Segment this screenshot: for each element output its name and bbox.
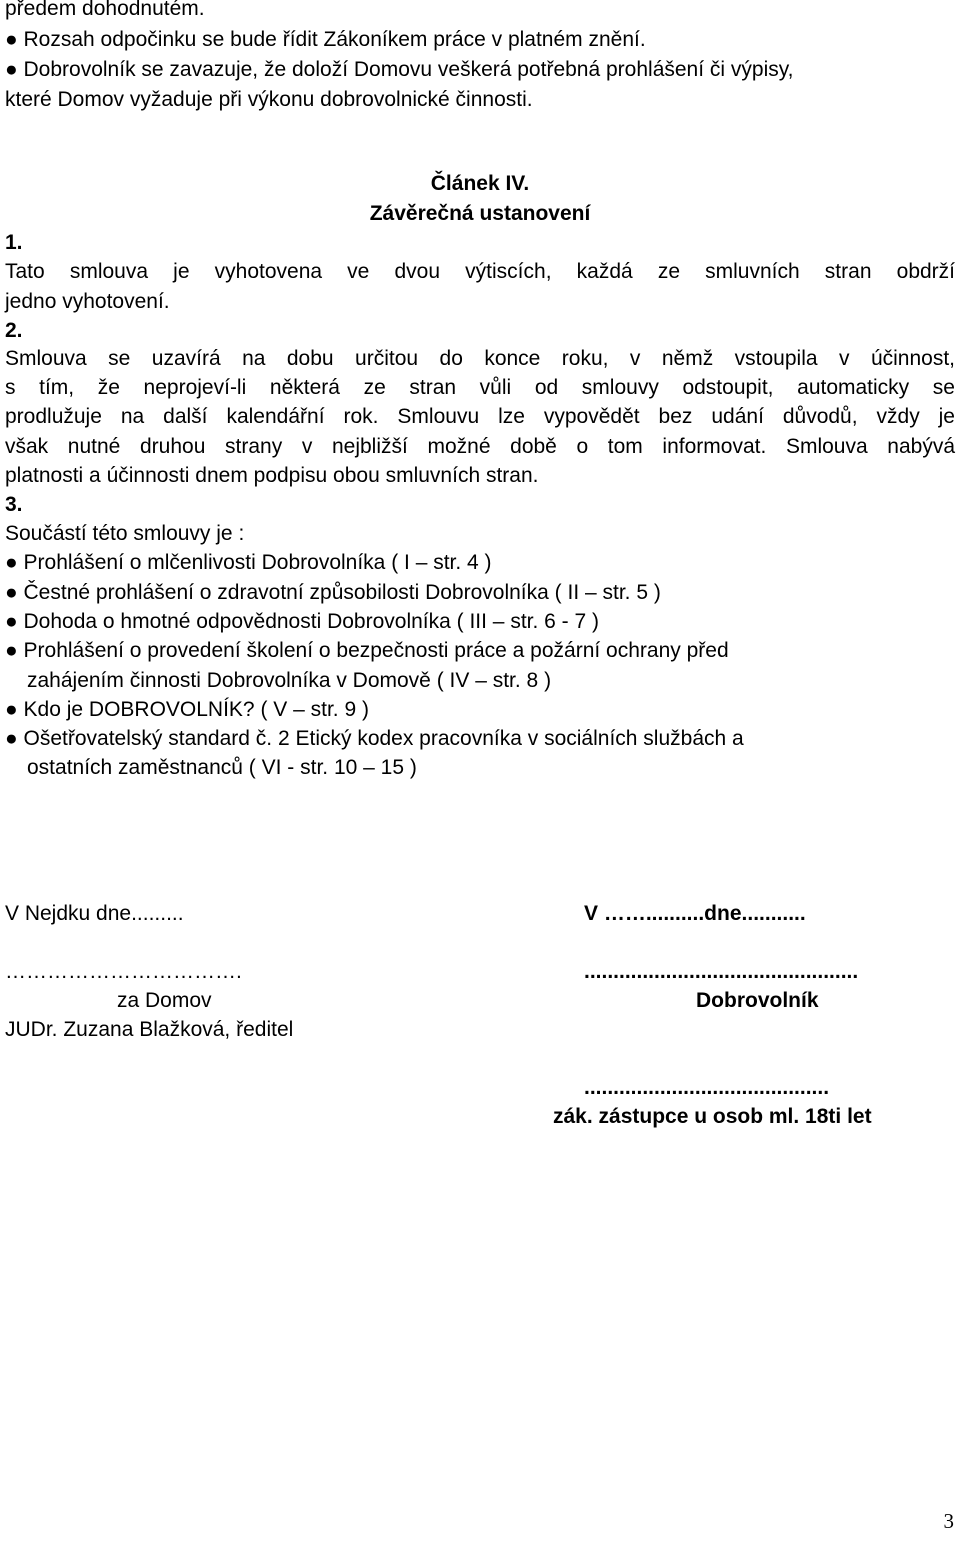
section-2-line-3: prodlužuje na další kalendářní rok. Smlouvu lze vypovědět bez udání důvodů, vždy je bbox=[5, 405, 955, 428]
attachment-item-6: ● Ošetřovatelský standard č. 2 Etický kodex pracovníka v sociálních službách a bbox=[5, 727, 744, 750]
attachment-item-6-cont: ostatních zaměstnanců ( VI - str. 10 – 15 ) bbox=[27, 756, 417, 779]
attachment-item-1: ● Prohlášení o mlčenlivosti Dobrovolníka ( I – str. 4 ) bbox=[5, 551, 492, 574]
section-2-line-5: platnosti a účinnosti dnem podpisu obou smluvních stran. bbox=[5, 464, 539, 487]
attachment-item-5: ● Kdo je DOBROVOLNÍK? ( V – str. 9 ) bbox=[5, 698, 369, 721]
signature-left-name: JUDr. Zuzana Blažková, ředitel bbox=[5, 1018, 294, 1041]
signature-left-role: za Domov bbox=[117, 989, 212, 1012]
section-2-line-2: s tím, že neprojeví-li některá ze stran vůli od smlouvy odstoupit, automaticky se bbox=[5, 376, 955, 399]
signature-right-role: Dobrovolník bbox=[696, 989, 819, 1012]
attachment-item-4-cont: zahájením činnosti Dobrovolníka v Domově ( IV – str. 8 ) bbox=[27, 669, 552, 692]
section-3-number: 3. bbox=[5, 493, 23, 516]
article-heading: Článek IV. bbox=[430, 172, 530, 195]
section-2-line-4: však nutné druhou strany v nejbližší možné době o tom informovat. Smlouva nabývá bbox=[5, 435, 955, 458]
intro-line-1: předem dohodnutém. bbox=[5, 0, 205, 20]
section-1-line-2: jedno vyhotovení. bbox=[5, 290, 170, 313]
signature-right-place-date: V ……..........dne........... bbox=[584, 902, 806, 925]
article-subheading: Závěrečná ustanovení bbox=[369, 202, 591, 225]
section-2-number: 2. bbox=[5, 319, 23, 342]
page-number: 3 bbox=[943, 1509, 954, 1533]
section-1-number: 1. bbox=[5, 231, 23, 254]
signature-left-place-date: V Nejdku dne......... bbox=[5, 902, 184, 925]
attachment-item-2: ● Čestné prohlášení o zdravotní způsobilosti Dobrovolníka ( II – str. 5 ) bbox=[5, 581, 661, 604]
intro-line-4: které Domov vyžaduje při výkonu dobrovolnické činnosti. bbox=[5, 88, 533, 111]
signature-left-dots: ……………………………. bbox=[5, 960, 242, 983]
intro-bullet-rest: ● Rozsah odpočinku se bude řídit Zákoníkem práce v platném znění. bbox=[5, 28, 646, 51]
signature-right-role-2: zák. zástupce u osob ml. 18ti let bbox=[553, 1105, 872, 1128]
attachment-item-3: ● Dohoda o hmotné odpovědnosti Dobrovolníka ( III – str. 6 - 7 ) bbox=[5, 610, 600, 633]
section-2-line-1: Smlouva se uzavírá na dobu určitou do konce roku, v němž vstoupila v účinnost, bbox=[5, 347, 955, 370]
signature-right-dots: ............................................... bbox=[584, 960, 859, 983]
signature-right-dots-2: .......................................... bbox=[584, 1076, 830, 1099]
section-3-intro: Součástí této smlouvy je : bbox=[5, 522, 245, 545]
attachment-item-4: ● Prohlášení o provedení školení o bezpečnosti práce a požární ochrany před bbox=[5, 639, 729, 662]
intro-bullet-volunteer: ● Dobrovolník se zavazuje, že doloží Domovu veškerá potřebná prohlášení či výpisy, bbox=[5, 58, 794, 81]
section-1-line-1: Tato smlouva je vyhotovena ve dvou výtiscích, každá ze smluvních stran obdrží bbox=[5, 260, 955, 283]
